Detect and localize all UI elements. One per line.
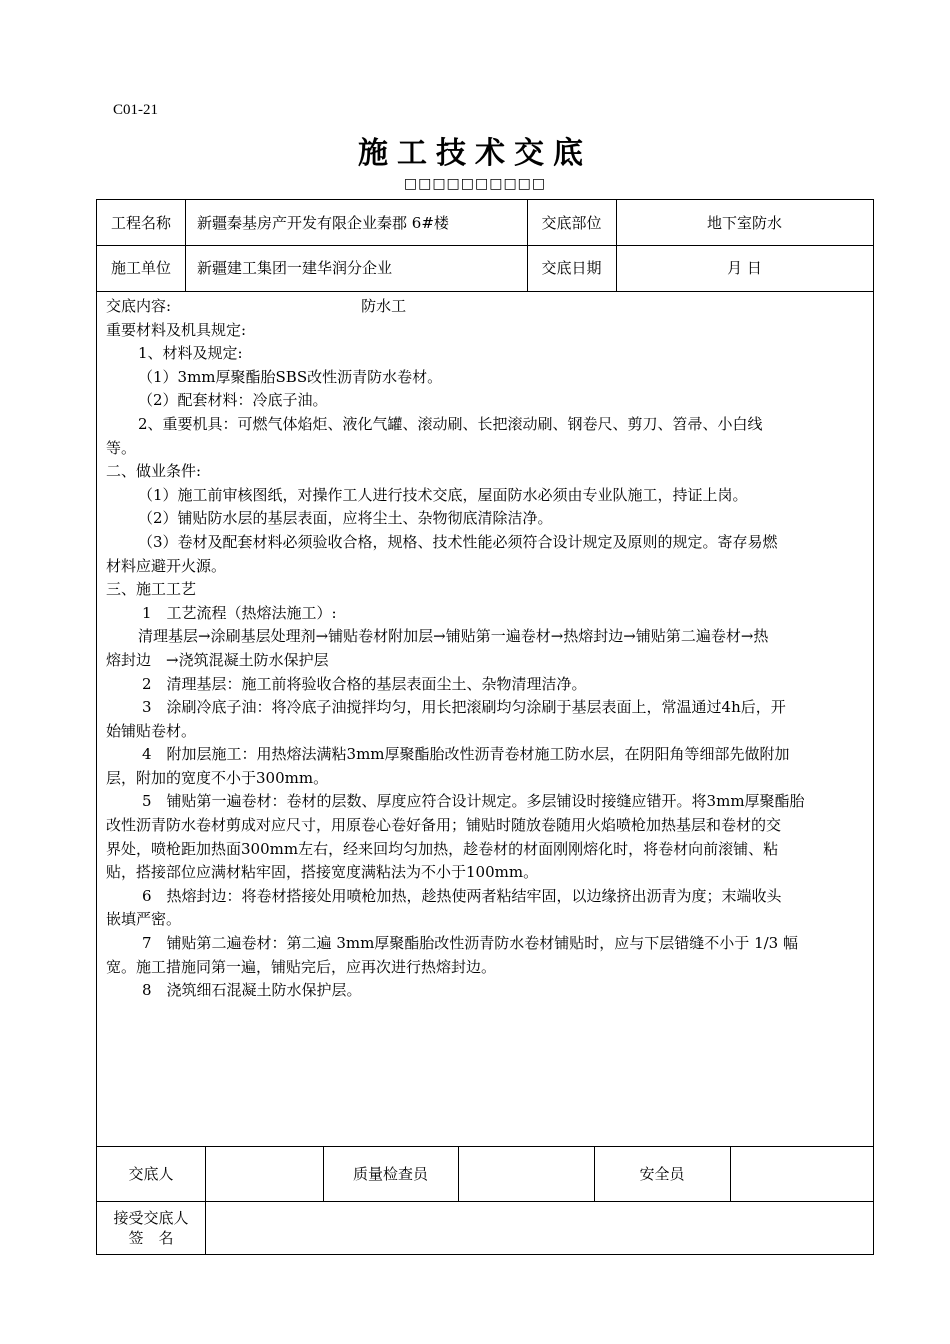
content-line: 1、材料及规定: bbox=[138, 344, 243, 363]
content-line: 三、施工工艺 bbox=[106, 580, 197, 599]
content-line: 改性沥青防水卷材剪成对应尺寸，用原卷心卷好备用；铺贴时随放卷随用火焰喷枪加热基层和卷材的交 bbox=[106, 816, 782, 835]
content-line: （2）铺贴防水层的基层表面，应将尘土、杂物彻底清除洁净。 bbox=[138, 509, 553, 528]
disclosure-content bbox=[106, 295, 866, 1003]
content-label: 交底内容: bbox=[106, 297, 172, 315]
content-line: 二、做业条件: bbox=[106, 462, 202, 481]
content-line: （3）卷材及配套材料必须验收合格，规格、技术性能必须符合设计规定及原则的规定。寄存易燃 bbox=[138, 532, 778, 551]
quality-inspector-label: 质量检查员 bbox=[352, 1164, 428, 1183]
content-line: 贴，搭接部位应满材粘牢固，搭接宽度满粘法为不小于100mm。 bbox=[106, 863, 539, 882]
discloser-signature-field[interactable] bbox=[205, 1146, 323, 1201]
doc-code: C01-21 bbox=[113, 102, 158, 118]
unit-value: 新疆建工集团一建华润分企业 bbox=[197, 259, 393, 277]
receiver-signature-field[interactable] bbox=[205, 1201, 873, 1254]
content-line: 1 工艺流程（热熔法施工）: bbox=[142, 603, 337, 622]
part-label: 交底部位 bbox=[541, 213, 602, 232]
content-line: 7 铺贴第二遍卷材：第二遍 3mm厚聚酯胎改性沥青防水卷材铺贴时，应与下层错缝不小于 1/3 幅 bbox=[142, 934, 798, 953]
receiver-label bbox=[97, 1201, 205, 1254]
project-name-value: 新疆秦基房产开发有限企业秦郡 6#楼 bbox=[197, 213, 449, 232]
content-line: 熔封边 →浇筑混凝土防水保护层 bbox=[106, 650, 329, 669]
content-topic: 防水工 bbox=[361, 297, 407, 315]
content-line: 6 热熔封边：将卷材搭接处用喷枪加热，趁热使两者粘结牢固，以边缘挤出沥青为度；末端收头 bbox=[142, 886, 782, 905]
safety-officer-label: 安全员 bbox=[639, 1164, 685, 1183]
content-line: （1）施工前审核图纸，对操作工人进行技术交底，屋面防水必须由专业队施工，持证上岗。 bbox=[138, 485, 748, 504]
date-label: 交底日期 bbox=[541, 259, 602, 277]
content-line: 材料应避开火源。 bbox=[106, 556, 227, 575]
content-line: 宽。施工措施同第一遍，铺贴完后，应再次进行热熔封边。 bbox=[106, 957, 497, 976]
content-line: 等。 bbox=[106, 438, 137, 457]
content-line: 始铺贴卷材。 bbox=[106, 721, 197, 740]
content-line: 4 附加层施工：用热熔法满粘3mm厚聚酯胎改性沥青卷材施工防水层，在阴阳角等细部先做附加 bbox=[142, 745, 790, 764]
content-line: 2 清理基层：施工前将验收合格的基层表面尘土、杂物清理洁净。 bbox=[142, 674, 587, 693]
row-divider bbox=[97, 291, 873, 292]
part-value: 地下室防水 bbox=[706, 213, 782, 232]
content-line: 2、重要机具：可燃气体焰炬、液化气罐、滚动刷、长把滚动刷、钢卷尺、剪刀、笤帚、小白线 bbox=[138, 414, 763, 433]
discloser-label: 交底人 bbox=[128, 1164, 174, 1183]
project-name-label: 工程名称 bbox=[110, 213, 171, 232]
col-divider bbox=[185, 200, 186, 291]
date-value: 月 日 bbox=[727, 259, 762, 277]
content-line: 3 涂刷冷底子油：将冷底子油搅拌均匀，用长把滚刷均匀涂刷于基层表面上，常温通过4h后，开 bbox=[142, 698, 786, 717]
unit-label: 施工单位 bbox=[110, 259, 171, 277]
receiver-label-line1: 接受交底人 bbox=[113, 1208, 189, 1227]
content-line: （2）配套材料：冷底子油。 bbox=[138, 391, 328, 410]
content-line: 界处，喷枪距加热面300mm左右，经来回均匀加热，趁卷材的材面刚刚熔化时，将卷材向前滚铺、粘 bbox=[106, 839, 779, 858]
content-line: 清理基层→涂刷基层处理剂→铺贴卷材附加层→铺贴第一遍卷材→热熔封边→铺贴第二遍卷材→热 bbox=[138, 627, 769, 646]
content-line: 层，附加的宽度不小于300mm。 bbox=[106, 768, 329, 787]
content-line: 嵌填严密。 bbox=[106, 910, 182, 929]
quality-inspector-field[interactable] bbox=[458, 1146, 594, 1201]
receiver-label-line2: 签 名 bbox=[128, 1228, 174, 1247]
content-line: （1）3mm厚聚酯胎SBS改性沥青防水卷材。 bbox=[138, 367, 443, 386]
subtitle: □□□□□□□□□□ bbox=[403, 176, 547, 192]
content-line: 8 浇筑细石混凝土防水保护层。 bbox=[142, 981, 362, 1000]
page-title: 施工技术交底 bbox=[358, 136, 592, 171]
content-line: 重要材料及机具规定: bbox=[106, 320, 247, 339]
safety-officer-field[interactable] bbox=[730, 1146, 873, 1201]
content-line: 5 铺贴第一遍卷材：卷材的层数、厚度应符合设计规定。多层铺设时接缝应错开。将3mm厚聚酯胎 bbox=[142, 792, 805, 811]
disclosure-form bbox=[96, 199, 874, 1255]
